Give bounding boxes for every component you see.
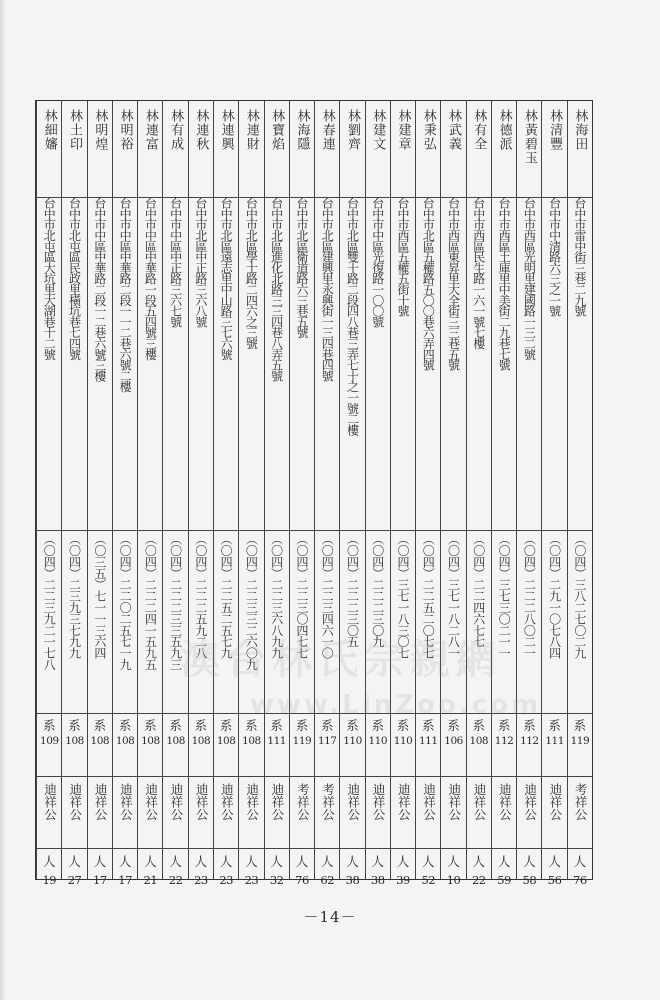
lineage-label: 系: [118, 718, 132, 733]
generation-number: 58: [522, 873, 537, 888]
phone-cell: [163, 533, 187, 691]
member-address: 台中市西區民生路一六一號七樓: [471, 197, 486, 349]
lineage-label: 系: [573, 718, 587, 733]
ancestor-cell: [315, 783, 339, 841]
lineage-cell: [542, 719, 566, 771]
record-column: [162, 101, 187, 888]
ancestor-cell: [568, 783, 592, 841]
member-address: 台中市中區中華路二段一一二巷六號二樓: [118, 197, 133, 392]
phone-cell: [265, 533, 289, 691]
generation-label: 人: [194, 854, 208, 869]
ancestor-name: 迪祥公: [194, 783, 210, 821]
lineage-label: 系: [371, 718, 384, 733]
lineage-number: 108: [216, 735, 236, 748]
member-phone: （〇四）二二四六七七: [471, 533, 486, 648]
lineage-number: 110: [343, 735, 362, 748]
phone-cell: [340, 533, 364, 691]
lineage-cell: [391, 719, 415, 771]
generation-label: 人: [573, 854, 587, 869]
member-name: 林武義: [446, 109, 462, 151]
ancestor-name: 迪祥公: [421, 783, 437, 821]
generation-number: 22: [471, 873, 486, 888]
lineage-number: 108: [191, 735, 211, 748]
lineage-cell: [517, 719, 541, 771]
member-address: 台中市北區衛道路六三巷五號: [294, 197, 309, 338]
phone-cell: [189, 533, 213, 691]
phone-cell: [214, 533, 238, 691]
lineage-label: 系: [422, 718, 435, 733]
generation-label: 人: [270, 854, 283, 869]
lineage-cell: [88, 719, 112, 771]
ancestor-name: 考祥公: [320, 783, 336, 821]
member-phone: （〇四）三七三〇二一一: [497, 533, 512, 659]
ancestor-name: 迪祥公: [219, 783, 235, 821]
record-column: [188, 101, 213, 888]
member-address: 台中市北區中正路三六八號: [193, 197, 208, 327]
generation-label: 人: [497, 854, 511, 869]
member-name: 林連秋: [193, 109, 209, 151]
member-address: 台中市西區五權五街十號: [396, 197, 410, 316]
member-name-cell: [517, 109, 541, 193]
member-name-cell: [290, 109, 314, 193]
row-divider: [36, 776, 592, 777]
member-address: 台中市中區中華路一段五四號三樓: [143, 197, 158, 360]
member-name: 林明煌: [92, 109, 108, 151]
member-phone: （〇四）二二三六八九九: [269, 533, 284, 659]
generation-number: 59: [497, 873, 511, 888]
member-name: 林春連: [319, 109, 335, 151]
lineage-cell: [214, 719, 238, 771]
ancestor-name: 迪祥公: [118, 783, 134, 821]
ancestor-name: 迪祥公: [168, 783, 184, 821]
record-column: [491, 101, 516, 888]
lineage-label: 系: [472, 718, 486, 733]
generation-number: 62: [320, 873, 335, 888]
member-address: 台中市北區建興里永興街一三四巷四號: [320, 197, 335, 381]
lineage-number: 112: [520, 735, 539, 748]
ancestor-name: 迪祥公: [370, 783, 386, 821]
lineage-number: 108: [242, 735, 261, 748]
ancestor-name: 迪祥公: [269, 783, 285, 821]
member-name: 林秉弘: [420, 109, 436, 151]
lineage-cell: [189, 719, 213, 771]
phone-cell: [113, 533, 137, 691]
row-divider: [36, 848, 592, 849]
lineage-label: 系: [346, 718, 359, 733]
member-name: 林連富: [142, 109, 158, 151]
ancestor-cell: [88, 783, 112, 841]
generation-number: 21: [143, 873, 158, 888]
generation-number: 76: [295, 873, 309, 888]
member-address: 台中市中區光復路一〇〇號: [370, 197, 385, 327]
member-name-cell: [138, 109, 162, 193]
member-address: 台中市北區學士路二四六之三號: [244, 197, 259, 349]
generation-number: 32: [269, 873, 284, 888]
lineage-number: 112: [494, 735, 514, 748]
ancestor-name: 迪祥公: [396, 783, 412, 821]
record-column: [466, 101, 491, 888]
phone-cell: [88, 533, 112, 691]
ancestor-name: 迪祥公: [522, 783, 538, 821]
member-name-cell: [239, 109, 263, 193]
member-address: 台中市西區土庫里中美街二九巷七號: [497, 197, 512, 370]
ancestor-name: 迪祥公: [547, 783, 563, 821]
lineage-label: 系: [219, 718, 233, 733]
lineage-cell: [467, 719, 491, 771]
member-name: 林土印: [67, 109, 83, 151]
lineage-number: 108: [166, 735, 185, 748]
member-phone: （〇四）二二三九二一七八: [42, 533, 57, 670]
lineage-number: 111: [419, 735, 438, 748]
member-name-cell: [441, 109, 465, 193]
member-name-cell: [113, 109, 137, 193]
lineage-number: 119: [570, 735, 590, 748]
member-address: 台中市雷中街三巷二九號: [572, 197, 587, 316]
lineage-number: 117: [317, 735, 337, 748]
ancestor-cell: [467, 783, 491, 841]
lineage-number: 111: [545, 735, 564, 748]
member-phone: （〇四）二二〇二五七一九: [118, 533, 133, 670]
lineage-number: 111: [267, 735, 286, 748]
generation-number: 10: [446, 873, 461, 888]
member-phone: （〇四）二九一〇七八四: [547, 533, 562, 659]
record-column: [289, 101, 314, 888]
lineage-cell: [290, 719, 314, 771]
ancestor-cell: [492, 783, 516, 841]
ancestor-cell: [138, 783, 162, 841]
generation-number: 22: [168, 873, 183, 888]
ancestor-name: 迪祥公: [472, 783, 488, 821]
member-phone: （〇四）三七一八二八一: [446, 533, 461, 659]
member-address: 台中市北屯區民政里橫坑巷七四號: [67, 197, 82, 360]
phone-cell: [467, 533, 491, 691]
lineage-cell: [37, 719, 61, 771]
member-name-cell: [62, 109, 86, 193]
generation-label: 人: [447, 854, 460, 869]
generation-number: 39: [396, 873, 410, 888]
phone-cell: [62, 533, 86, 691]
phone-cell: [290, 533, 314, 691]
record-column: [339, 101, 364, 888]
lineage-label: 系: [447, 718, 460, 733]
ancestor-name: 考祥公: [573, 783, 589, 821]
lineage-cell: [568, 719, 592, 771]
ancestor-name: 迪祥公: [446, 783, 462, 821]
member-name: 林德派: [496, 109, 512, 151]
record-column: [137, 101, 162, 888]
ancestor-cell: [416, 783, 440, 841]
row-divider: [36, 197, 592, 198]
lineage-label: 系: [169, 718, 182, 733]
generation-number: 76: [573, 873, 587, 888]
generation-number: 23: [219, 873, 233, 888]
member-phone: （〇四）三七一八三〇七: [396, 533, 410, 659]
record-column: [112, 101, 137, 888]
generation-number: 19: [42, 873, 57, 888]
member-name: 林細嬸: [41, 109, 57, 151]
ancestor-cell: [214, 783, 238, 841]
lineage-number: 106: [444, 735, 463, 748]
lineage-number: 108: [469, 735, 489, 748]
member-address: 台中市西區光明里建國路一三二號: [522, 197, 537, 360]
record-column: [440, 101, 465, 888]
generation-label: 人: [548, 854, 561, 869]
member-name: 林有全: [471, 109, 487, 151]
ancestor-name: 迪祥公: [143, 783, 159, 821]
member-phone: （〇四）二二二五九二八: [193, 533, 208, 659]
lineage-label: 系: [295, 718, 309, 733]
record-column: [264, 101, 289, 888]
record-column: [516, 101, 541, 888]
member-phone: （〇四）二二二三〇五: [345, 533, 360, 648]
member-phone: （〇四）二二五二五七九: [219, 533, 234, 659]
lineage-label: 系: [245, 718, 258, 733]
generation-label: 人: [472, 854, 486, 869]
record-column: [314, 101, 339, 888]
record-column: [87, 101, 112, 888]
ancestor-cell: [239, 783, 263, 841]
generation-label: 人: [219, 854, 233, 869]
member-phone: （〇四）二二二八〇二一: [522, 533, 537, 659]
member-phone: （〇四）二三九三七九九: [67, 533, 82, 659]
lineage-number: 110: [368, 735, 388, 748]
lineage-label: 系: [497, 718, 511, 733]
ancestor-cell: [366, 783, 390, 841]
generation-label: 人: [245, 854, 258, 869]
ancestor-cell: [441, 783, 465, 841]
member-name-cell: [37, 109, 61, 193]
generation-label: 人: [68, 854, 81, 869]
lineage-label: 系: [68, 718, 81, 733]
generation-label: 人: [523, 854, 536, 869]
member-address: 台中市北屯區大坑里大湖巷十二號: [42, 197, 57, 360]
lineage-cell: [138, 719, 162, 771]
member-name: 林連興: [218, 109, 234, 151]
ancestor-cell: [189, 783, 213, 841]
lineage-label: 系: [93, 718, 107, 733]
phone-cell: [138, 533, 162, 691]
ancestor-cell: [542, 783, 566, 841]
lineage-label: 系: [144, 718, 157, 733]
ancestor-cell: [290, 783, 314, 841]
generation-number: 27: [67, 873, 82, 888]
member-name: 林寶焰: [269, 109, 285, 151]
watermark-url: www.LinZoo.com: [250, 690, 542, 720]
member-name-cell: [542, 109, 566, 193]
record-column: [567, 101, 592, 888]
record-column: [238, 101, 263, 888]
ancestor-cell: [62, 783, 86, 841]
lineage-label: 系: [523, 718, 536, 733]
generation-number: 38: [370, 873, 385, 888]
lineage-number: 108: [141, 735, 160, 748]
member-name-cell: [214, 109, 238, 193]
member-phone: （〇四）二二二四一五九五: [143, 533, 158, 670]
generation-label: 人: [144, 854, 157, 869]
lineage-number: 109: [40, 735, 59, 748]
member-phone: （〇四）二二二三三五九三: [168, 533, 183, 670]
ancestor-name: 迪祥公: [244, 783, 260, 821]
phone-cell: [568, 533, 592, 691]
phone-cell: [315, 533, 339, 691]
lineage-cell: [113, 719, 137, 771]
phone-cell: [517, 533, 541, 691]
member-address: 台中市北區遠志里中山路三七六號: [219, 197, 234, 360]
generation-label: 人: [93, 854, 107, 869]
ancestor-name: 迪祥公: [497, 783, 513, 821]
member-phone: （〇四）三八二七〇二九: [572, 533, 587, 659]
member-name: 林建章: [395, 109, 411, 151]
member-name-cell: [265, 109, 289, 193]
lineage-cell: [492, 719, 516, 771]
member-name-cell: [340, 109, 364, 193]
record-column: [541, 101, 566, 888]
member-address: 台中市西區東昇里大全街三三巷五號: [446, 197, 461, 370]
member-name-cell: [366, 109, 390, 193]
phone-cell: [441, 533, 465, 691]
generation-number: 38: [345, 873, 360, 888]
phone-cell: [391, 533, 415, 691]
member-name: 林黃碧玉: [521, 109, 537, 165]
generation-label: 人: [346, 854, 359, 869]
ancestor-name: 考祥公: [295, 783, 311, 821]
member-phone: （〇四）二二三〇四七七: [294, 533, 309, 659]
lineage-number: 108: [65, 735, 84, 748]
member-name: 林清豐: [547, 109, 563, 151]
member-name: 林明裕: [117, 109, 133, 151]
generation-label: 人: [295, 854, 309, 869]
lineage-cell: [62, 719, 86, 771]
row-divider: [36, 530, 592, 531]
ancestor-name: 迪祥公: [67, 783, 83, 821]
genealogy-ledger-table: [35, 100, 593, 888]
member-address: 台中市中區中正路三六七號: [168, 197, 183, 327]
record-column: [61, 101, 86, 888]
ancestor-name: 迪祥公: [93, 783, 109, 821]
member-address: 台中市北區五權路五〇〇巷六弄四號: [421, 197, 436, 370]
generation-label: 人: [371, 854, 384, 869]
member-name: 林連財: [243, 109, 259, 151]
record-column: [415, 101, 440, 888]
member-address: 台中市北區進化北路三三四巷八弄五號: [269, 197, 284, 381]
phone-cell: [542, 533, 566, 691]
generation-label: 人: [396, 854, 410, 869]
ancestor-name: 迪祥公: [42, 783, 58, 821]
generation-number: 17: [118, 873, 132, 888]
phone-cell: [366, 533, 390, 691]
member-name: 林有成: [168, 109, 184, 151]
generation-label: 人: [43, 854, 56, 869]
page-edge-shadow: [0, 0, 6, 1000]
record-column: [213, 101, 238, 888]
lineage-number: 110: [393, 735, 413, 748]
generation-label: 人: [169, 854, 182, 869]
generation-number: 56: [547, 873, 562, 888]
ancestor-cell: [37, 783, 61, 841]
member-name-cell: [467, 109, 491, 193]
generation-label: 人: [320, 854, 334, 869]
ancestor-name: 迪祥公: [345, 783, 361, 821]
lineage-cell: [366, 719, 390, 771]
member-name-cell: [416, 109, 440, 193]
ancestor-cell: [163, 783, 187, 841]
lineage-label: 系: [548, 718, 561, 733]
ancestor-cell: [391, 783, 415, 841]
phone-cell: [416, 533, 440, 691]
lineage-number: 119: [292, 735, 312, 748]
generation-label: 人: [422, 854, 435, 869]
member-phone: （〇四）二二二三〇九: [370, 533, 385, 648]
lineage-number: 108: [90, 735, 110, 748]
member-name: 林海田: [572, 109, 588, 151]
member-address: 台中市北區雙十路二段四八巷三弄七十之一號二樓: [345, 197, 360, 435]
generation-number: 17: [93, 873, 107, 888]
phone-cell: [492, 533, 516, 691]
phone-cell: [37, 533, 61, 691]
member-name: 林海隱: [294, 109, 310, 151]
generation-label: 人: [118, 854, 132, 869]
lineage-cell: [239, 719, 263, 771]
member-name-cell: [492, 109, 516, 193]
member-name-cell: [568, 109, 592, 193]
member-phone: （〇四）二二三四六一〇: [320, 533, 335, 659]
page-number: －14－: [303, 908, 357, 926]
member-name-cell: [88, 109, 112, 193]
generation-number: 23: [194, 873, 208, 888]
ancestor-cell: [517, 783, 541, 841]
ancestor-cell: [340, 783, 364, 841]
member-name-cell: [163, 109, 187, 193]
lineage-cell: [163, 719, 187, 771]
lineage-label: 系: [396, 718, 410, 733]
phone-cell: [239, 533, 263, 691]
row-divider: [36, 713, 592, 714]
member-name-cell: [189, 109, 213, 193]
lineage-cell: [315, 719, 339, 771]
member-name-cell: [315, 109, 339, 193]
member-name: 林劉齊: [344, 109, 360, 151]
ancestor-cell: [265, 783, 289, 841]
member-name-cell: [391, 109, 415, 193]
member-address: 台中市中清路六三之一號: [547, 197, 562, 316]
ancestor-cell: [113, 783, 137, 841]
record-column: [365, 101, 390, 888]
generation-number: 23: [244, 873, 259, 888]
lineage-cell: [340, 719, 364, 771]
record-column: [390, 101, 415, 888]
member-phone: （〇四）二二五二〇七七: [421, 533, 436, 659]
lineage-cell: [265, 719, 289, 771]
lineage-cell: [416, 719, 440, 771]
watermark-text: 澳台林氏宗親網: [180, 637, 502, 683]
record-column: [36, 101, 61, 888]
member-name: 林建文: [370, 109, 386, 151]
member-address: 台中市中區中華路二段一二巷六號三樓: [92, 197, 107, 381]
member-phone: （〇四）二二三三二六〇九: [244, 533, 259, 670]
lineage-label: 系: [194, 718, 208, 733]
generation-number: 52: [421, 873, 436, 888]
lineage-number: 108: [115, 735, 135, 748]
lineage-label: 系: [43, 718, 56, 733]
lineage-cell: [441, 719, 465, 771]
lineage-label: 系: [270, 718, 283, 733]
lineage-label: 系: [320, 718, 334, 733]
member-phone: （〇三五）七一一三六四: [92, 533, 107, 659]
